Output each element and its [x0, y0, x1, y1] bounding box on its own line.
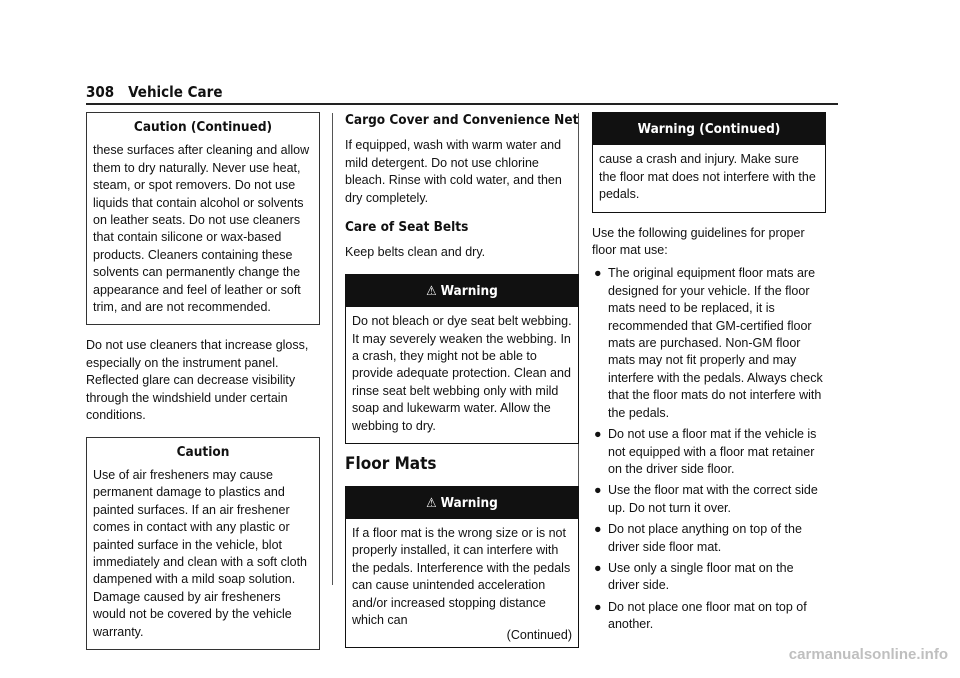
guideline-list: [592, 265, 826, 633]
list-item: ● Do not place anything on top of the driver side floor mat.: [594, 522, 802, 554]
heading-cargo-cover: Cargo Cover and Convenience Net: [345, 112, 579, 128]
warning-box: [345, 486, 579, 648]
caution-text: these surfaces after cleaning and allow them to dry naturally. Never use heat, steam, or spot removers. Do not use liquids that contain alcohol or solvents on leather seats. Do not use cleaners that contain silicone or wax-based products. Cleaners containing these solvents can permanently change the appearance and feel of leather or soft trim, and are not recommended.: [93, 143, 310, 315]
warning-icon: ⚠: [426, 283, 437, 299]
bullet-icon: ●: [594, 560, 602, 575]
warning-box-continued: [592, 112, 826, 213]
column-3: [592, 112, 826, 638]
caution-box-continued: [86, 112, 320, 325]
warning-text: If a floor mat is the wrong size or is not properly installed, it can interfere with the pedals. Interference with the pedals can cause unintended acceleration and/or increased stopping distance which can: [352, 525, 571, 627]
paragraph: Keep belts clean and dry.: [345, 245, 486, 260]
bullet-icon: ●: [594, 427, 602, 442]
bullet-icon: ●: [594, 599, 602, 614]
paragraph: If equipped, wash with warm water and mild detergent. Do not use chlorine bleach. Rinse with cold water, and then dry completely.: [345, 138, 562, 205]
warning-text: cause a crash and injury. Make sure the floor mat does not interfere with the pedals.: [599, 152, 816, 202]
caution-text: Use of air fresheners may cause permanent damage to plastics and painted surfaces. If an air freshener comes in contact with any plastic or painted surface in the vehicle, blot immediately and clean with a soft cloth dampened with a mild soap solution. Damage caused by air fresheners would not be covered by the vehicle warranty.: [93, 467, 307, 639]
watermark: carmanualsonline.info: [788, 646, 948, 663]
heading-floor-mats: Floor Mats: [345, 454, 437, 475]
column-divider: [332, 113, 333, 585]
page-number: 308: [86, 83, 115, 101]
bullet-icon: ●: [594, 483, 602, 498]
list-item: ● The original equipment floor mats are designed for your vehicle. If the floor mats need to be replaced, it is recommended that GM-certified floor mats are purchased. Non-GM floor mats may not fit properly and may interfere with the pedals. Always check that the floor mats do not interfere with the pedals.: [594, 266, 823, 420]
heading-seat-belts: Care of Seat Belts: [345, 219, 469, 236]
warning-title: Warning: [440, 494, 498, 511]
column-1: [86, 112, 320, 662]
section-title: Vehicle Care: [128, 83, 223, 101]
caution-title: Caution: [176, 443, 230, 460]
warning-text: Do not bleach or dye seat belt webbing. It may severely weaken the webbing. In a crash, they might not be able to provide adequate protection. Clean and rinse seat belt webbing only with mild soap and lukewarm water. Allow the webbing to dry.: [352, 314, 572, 433]
header-rule: [86, 103, 838, 105]
bullet-icon: ●: [594, 522, 602, 537]
continued-label: (Continued): [506, 628, 572, 643]
paragraph: Do not use cleaners that increase gloss, especially on the instrument panel. Reflected glare can decrease visibility through the windshield under certain conditions.: [86, 338, 309, 423]
warning-title: Warning: [440, 282, 498, 299]
list-item: ● Do not place one floor mat on top of another.: [594, 599, 807, 632]
page-header: [86, 83, 838, 103]
caution-box: [86, 437, 320, 650]
paragraph: Use the following guidelines for proper floor mat use:: [592, 225, 805, 258]
bullet-icon: ●: [594, 266, 602, 281]
list-item: ● Do not use a floor mat if the vehicle is not equipped with a floor mat retainer on the driver side floor.: [594, 427, 817, 476]
caution-title: Caution (Continued): [133, 119, 273, 135]
list-item: ● Use the floor mat with the correct side up. Do not turn it over.: [594, 483, 818, 515]
warning-box: [345, 274, 579, 444]
column-2: [345, 112, 579, 660]
warning-icon: ⚠: [426, 495, 437, 511]
list-item: ● Use only a single floor mat on the driver side.: [594, 560, 794, 593]
warning-title: Warning (Continued): [593, 113, 825, 145]
